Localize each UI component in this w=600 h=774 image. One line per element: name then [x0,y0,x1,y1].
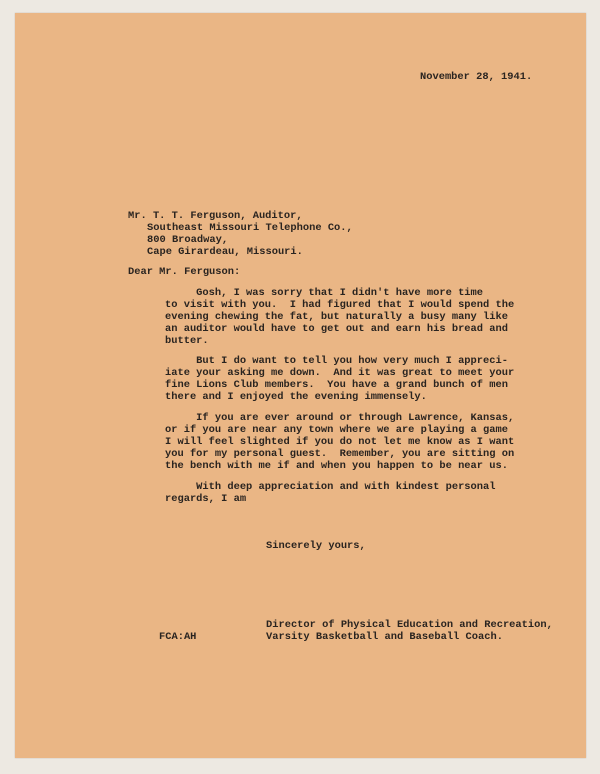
letter-page [15,13,586,758]
body-line: to visit with you. I had figured that I would spend the [165,299,515,311]
body-line: With deep appreciation and with kindest personal [165,481,496,493]
body-line: fine Lions Club members. You have a grand bunch of men [165,379,508,391]
body-line: the bench with me if and when you happen to be near us. [165,460,508,472]
signature-title-line: Director of Physical Education and Recreation, [266,619,553,631]
recipient-line: Mr. T. T. Ferguson, Auditor, [128,210,303,222]
letter-date: November 28, 1941. [420,71,533,83]
body-line: Gosh, I was sorry that I didn't have more time [165,287,484,299]
body-line: evening chewing the fat, but naturally a busy many like [165,311,508,323]
closing: Sincerely yours, [266,540,366,552]
body-line: But I do want to tell you how very much I appreci- [165,355,508,367]
recipient-line: Cape Girardeau, Missouri. [147,246,303,258]
body-line: butter. [165,335,209,347]
recipient-line: 800 Broadway, [147,234,229,246]
signature-title-line: Varsity Basketball and Baseball Coach. [266,631,503,643]
body-line: If you are ever around or through Lawrence, Kansas, [165,412,515,424]
recipient-line: Southeast Missouri Telephone Co., [147,222,353,234]
body-line: you for my personal guest. Remember, you are sitting on [165,448,515,460]
body-line: iate your asking me down. And it was great to meet your [165,367,515,379]
body-line: or if you are near any town where we are playing a game [165,424,508,436]
body-line: I will feel slighted if you do not let me know as I want [165,436,515,448]
body-line: there and I enjoyed the evening immensely. [165,391,427,403]
salutation: Dear Mr. Ferguson: [128,266,241,278]
typist-initials: FCA:AH [159,631,197,643]
body-line: regards, I am [165,493,247,505]
body-line: an auditor would have to get out and earn his bread and [165,323,508,335]
